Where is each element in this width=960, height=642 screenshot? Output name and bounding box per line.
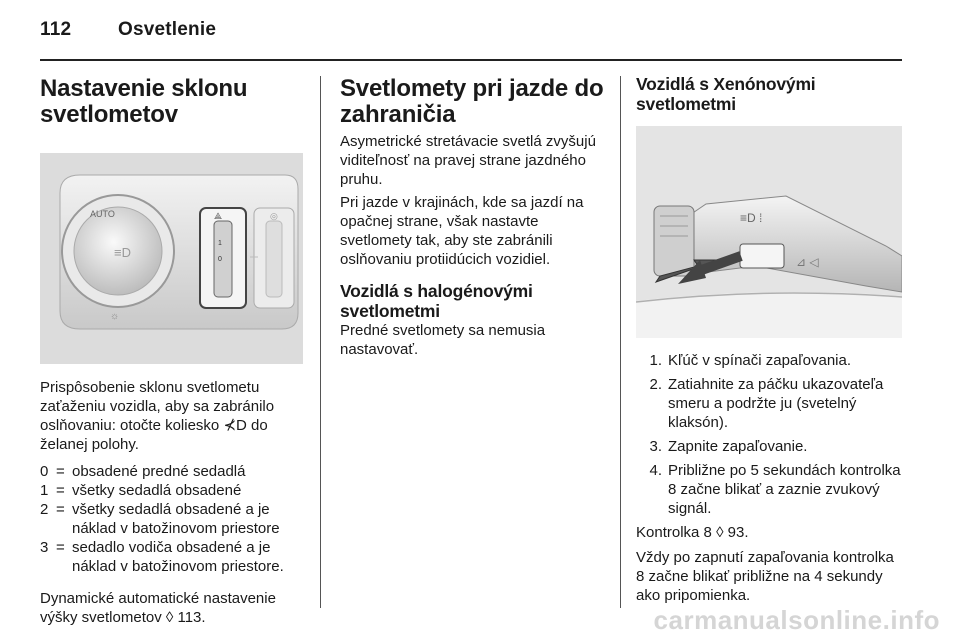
paragraph: [636, 523, 902, 542]
list-item: 2. Zatiahnite za páčku ukazovateľa smeru a podržte ju (svetelný klaksón).: [649, 376, 884, 431]
header-rule: [40, 59, 902, 61]
svg-text:1: 1: [218, 240, 222, 247]
page-number: 112: [40, 19, 72, 40]
headlight-range-icon: ⊀D: [223, 417, 247, 434]
svg-text:☼: ☼: [110, 311, 120, 322]
page-reference[interactable]: 113.: [177, 609, 206, 626]
lever-illustration: [636, 126, 902, 338]
paragraph: Pri jazde v krajinách, kde sa jazdí na opačnej strane, však nastavte svetlomety tak, aby ste zabránili oslňovaniu protiidúcich vozidiel.: [340, 194, 584, 268]
turn-signal-lever-figure: [636, 126, 902, 338]
list-item: 3. Zapnite zapaľovanie.: [649, 438, 808, 455]
steps-list: [636, 351, 902, 518]
warning-lamp-icon: 8: [703, 524, 712, 541]
svg-text:0: 0: [218, 256, 222, 263]
subsection-heading: Vozidlá s Xenónovými svetlometmi: [636, 74, 816, 114]
paragraph: Asymetrické stretávacie svetlá zvyšujú viditeľnosť na pravej strane jazdného pruhu.: [340, 133, 596, 188]
column-divider: [620, 76, 621, 608]
svg-text:≡D: ≡D: [114, 245, 131, 260]
position-list: [40, 462, 306, 576]
paragraph: [40, 589, 306, 627]
paragraph: Predné svetlomety sa nemusia nastavovať.: [340, 322, 546, 358]
paragraph-text: Dynamické automatické nastavenie výšky svetlometov: [40, 590, 276, 626]
paragraph-text: Kontrolka: [636, 524, 700, 541]
paragraph: [636, 548, 902, 605]
subsection-heading: Vozidlá s halogénovými svetlometmi: [340, 281, 533, 321]
paragraph-text: do želanej polohy.: [40, 417, 268, 453]
page-reference[interactable]: 93.: [727, 524, 749, 541]
list-item: 4. Približne po 5 sekundách kontrolka 8 začne blikať a zaznie zvukový signál.: [649, 462, 901, 517]
svg-text:◎: ◎: [270, 211, 278, 221]
list-item: 1 = všetky sedadlá obsadené: [40, 482, 242, 499]
light-switch-panel-illustration: [40, 153, 303, 364]
list-item: 2 = všetky sedadlá obsadené a je náklad v batožinovom priestore: [40, 501, 280, 537]
list-item: 0 = obsadené predné sedadlá: [40, 463, 246, 480]
page-reference-icon[interactable]: ◊: [716, 524, 724, 541]
chapter-title: Osvetlenie: [118, 19, 217, 40]
paragraph-text: Prispôsobenie sklonu svetlometu zaťaženiu vozidla, aby sa zabránilo oslňovaniu: otočte koliesko: [40, 379, 275, 434]
paragraph-text: začne blikať približne na 4 sekundy ako pripomienka.: [636, 568, 883, 604]
svg-text:⊿ ◁: ⊿ ◁: [796, 255, 819, 269]
section-heading: Svetlomety pri jazde do zahraničia: [340, 75, 604, 128]
column-xenon: [636, 74, 902, 605]
column-headlight-range: [40, 74, 306, 627]
svg-text:⟁: ⟁: [214, 211, 223, 221]
paragraph: [40, 378, 306, 454]
column-driving-abroad: [340, 74, 604, 359]
headlight-switch-figure: [40, 153, 303, 364]
page-header: [40, 19, 216, 41]
warning-lamp-icon: 8: [636, 568, 645, 585]
column-divider: [320, 76, 321, 608]
list-item: 3 = sedadlo vodiča obsadené a je náklad v batožinovom priestore.: [40, 539, 284, 575]
page-reference-icon[interactable]: ◊: [165, 609, 174, 626]
auto-label: AUTO: [90, 209, 115, 219]
list-item: 1. Kľúč v spínači zapaľovania.: [649, 352, 852, 369]
watermark: carmanualsonline.info: [653, 605, 940, 635]
svg-text:≡D ⁞: ≡D ⁞: [740, 211, 763, 225]
section-heading: Nastavenie sklonu svetlometov: [40, 75, 248, 128]
warning-lamp-icon: 8: [668, 481, 677, 498]
paragraph-text: Vždy po zapnutí zapaľovania kontrolka: [636, 549, 894, 566]
